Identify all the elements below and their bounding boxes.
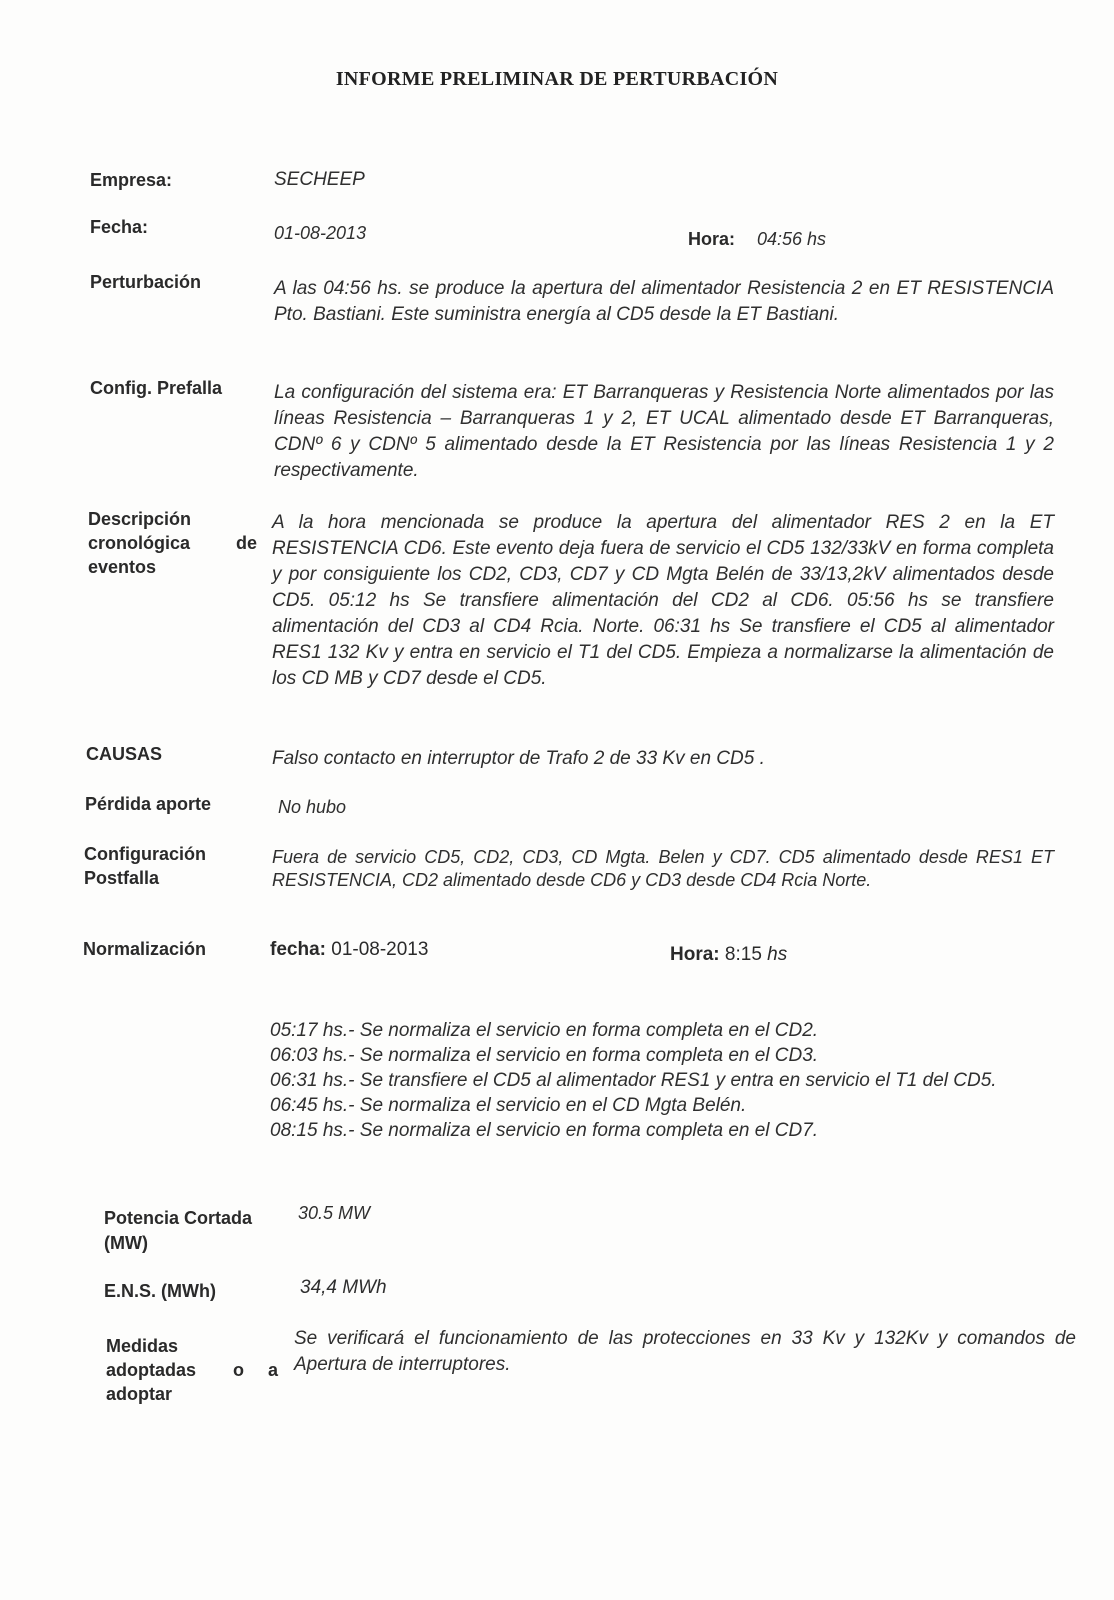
- medidas-value: Se verificará el funcionamiento de las protecciones en 33 Kv y 132Kv y comandos de Apertura de interruptores.: [294, 1328, 1076, 1375]
- hora-value: 04:56 hs: [757, 229, 827, 249]
- medidas-label-line1: Medidas: [106, 1336, 179, 1356]
- medidas-label-line2a: adoptadas: [106, 1360, 197, 1380]
- normalizacion-fecha: [270, 937, 428, 963]
- fecha-label: Fecha:: [90, 217, 149, 237]
- normalizacion-fecha-value: 01-08-2013: [331, 939, 429, 960]
- medidas-label-line3: adoptar: [106, 1384, 173, 1404]
- perturbacion-value: A las 04:56 hs. se produce la apertura del alimentador Resistencia 2 en ET RESISTENCIA Pto. Bastiani. Este suministra energía al CD5 desde la ET Bastiani.: [274, 278, 1054, 325]
- causas-value: Falso contacto en interruptor de Trafo 2 de 33 Kv en CD5 .: [272, 748, 765, 769]
- ens-value: 34,4 MWh: [300, 1277, 387, 1298]
- normalizacion-event: 06:31 hs.- Se transfiere el CD5 al alimentador RES1 y entra en servicio el T1 del CD5.: [270, 1070, 997, 1091]
- normalizacion-event: 08:15 hs.- Se normaliza el servicio en forma completa en el CD7.: [270, 1120, 819, 1141]
- descripcion-label-line1: Descripción: [88, 509, 192, 529]
- empresa-label: Empresa:: [90, 170, 173, 190]
- normalizacion-event: 06:03 hs.- Se normaliza el servicio en forma completa en el CD3.: [270, 1045, 819, 1066]
- perdida-aporte-value: No hubo: [278, 797, 347, 817]
- descripcion-value: A la hora mencionada se produce la apertura del alimentador RES 2 en la ET RESISTENCIA CD6. Este evento deja fuera de servicio el CD5 132/33kV en forma completa y por consiguiente los CD2, CD3, CD7 y CD Mgta Belén de 33/13,2kV alimentados desde CD5. 05:12 hs Se transfiere alimentación del CD2 al CD6. 05:56 hs se transfiere alimentación del CD3 al CD4 Rcia. Norte. 06:31 hs Se transfiere el CD5 al alimentador RES1 132 Kv y entra en servicio el T1 del CD5. Empieza a normalizarse la alimentación de los CD MB y CD7 desde el CD5.: [272, 512, 1054, 689]
- potencia-cortada-label-line1: Potencia Cortada: [104, 1208, 253, 1228]
- descripcion-label-line3: eventos: [88, 557, 157, 577]
- potencia-cortada-value: 30.5 MW: [298, 1203, 371, 1223]
- normalizacion-event: 06:45 hs.- Se normaliza el servicio en el CD Mgta Belén.: [270, 1095, 747, 1116]
- descripcion-label-de: de: [236, 533, 258, 553]
- empresa-value: SECHEEP: [274, 169, 365, 190]
- medidas-label-line2c: a: [268, 1360, 279, 1380]
- normalizacion-event: 05:17 hs.- Se normaliza el servicio en forma completa en el CD2.: [270, 1020, 819, 1041]
- normalizacion-hora: [670, 942, 787, 968]
- potencia-cortada-label-line2: (MW): [104, 1233, 148, 1253]
- page-title: INFORME PRELIMINAR DE PERTURBACIÓN: [335, 68, 779, 90]
- normalizacion-fecha-label: fecha:: [270, 939, 326, 960]
- config-prefalla-label: Config. Prefalla: [90, 378, 223, 398]
- descripcion-label-line2: cronológica: [88, 533, 191, 553]
- config-prefalla-value: La configuración del sistema era: ET Barranqueras y Resistencia Norte alimentados por las líneas Resistencia – Barranqueras 1 y 2, ET UCAL alimentado desde ET Barranqueras, CDNº 6 y CDNº 5 alimentado desde la ET Resistencia por las líneas Resistencia 1 y 2 respectivamente.: [274, 382, 1054, 481]
- ens-label: E.N.S. (MWh): [104, 1281, 216, 1301]
- normalizacion-hora-num: 8:15: [724, 944, 762, 965]
- config-postfalla-value: Fuera de servicio CD5, CD2, CD3, CD Mgta. Belen y CD7. CD5 alimentado desde RES1 ET RESISTENCIA, CD2 alimentado desde CD6 y CD3 desde CD4 Rcia Norte.: [272, 847, 1054, 890]
- config-postfalla-label-line2: Postfalla: [84, 868, 160, 888]
- medidas-label-line2b: o: [233, 1360, 244, 1380]
- perdida-aporte-label: Pérdida aporte: [85, 794, 212, 814]
- normalizacion-hora-label: Hora:: [670, 944, 720, 965]
- config-postfalla-label-line1: Configuración: [84, 844, 206, 864]
- normalizacion-events: [270, 1018, 1050, 1143]
- perturbacion-label: Perturbación: [90, 272, 202, 292]
- hora-label: Hora:: [688, 229, 736, 249]
- fecha-value: 01-08-2013: [274, 223, 367, 243]
- normalizacion-hora-unit: hs: [767, 944, 788, 965]
- normalizacion-label: Normalización: [83, 939, 207, 959]
- causas-label: CAUSAS: [86, 744, 163, 764]
